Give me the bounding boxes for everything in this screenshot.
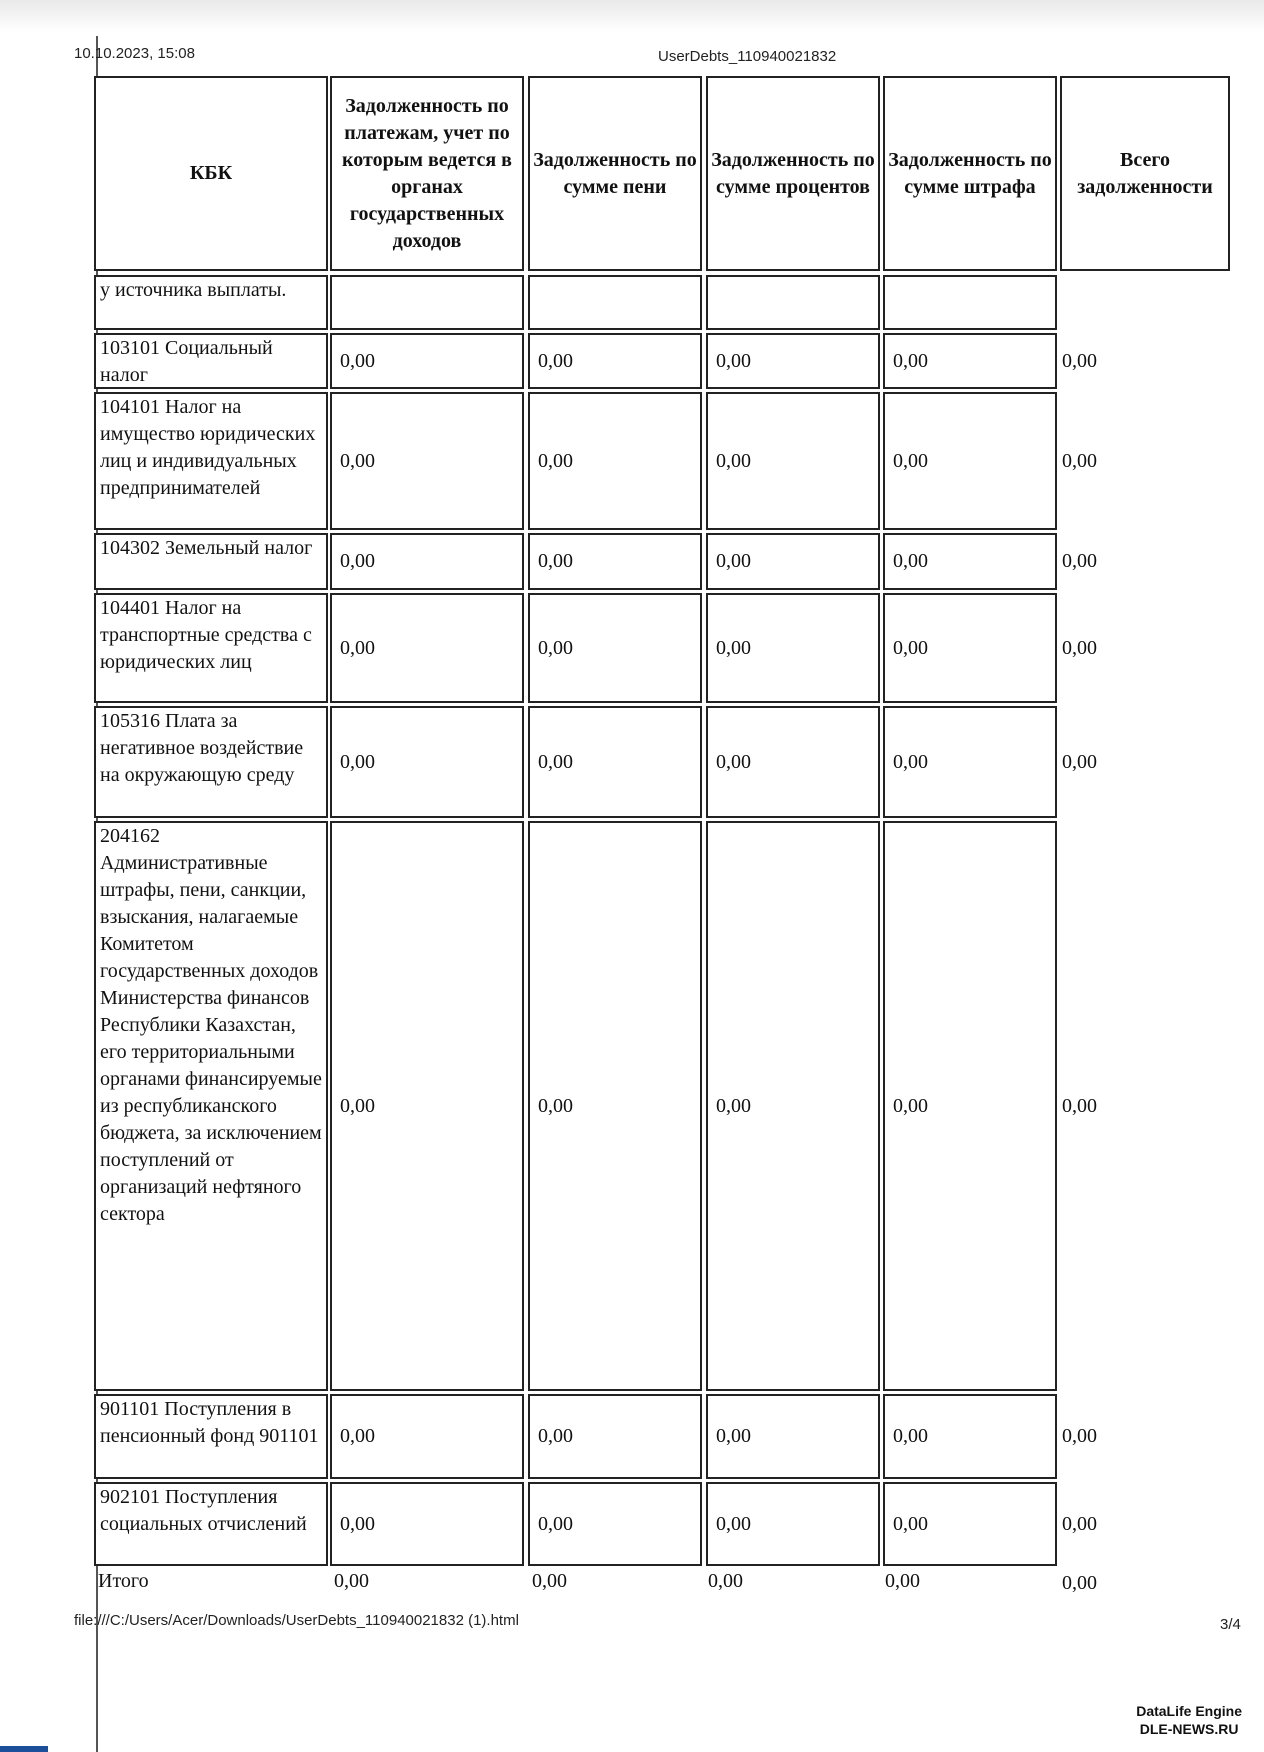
continuation-empty-cell — [706, 275, 880, 330]
header-debt-penalty: Задолженность по сумме пени — [528, 76, 702, 271]
value-cell: 0,00 — [706, 593, 880, 703]
total-column-value: 0,00 — [1062, 349, 1097, 372]
file-path: file:///C:/Users/Acer/Downloads/UserDebts_110940021832 (1).html — [74, 1612, 519, 1629]
value-cell: 0,00 — [528, 333, 702, 389]
total-column-value: 0,00 — [1062, 1425, 1097, 1447]
value-cell: 0,00 — [330, 821, 524, 1391]
value-cell: 0,00 — [883, 593, 1057, 703]
total-value: 0,00 — [334, 1570, 369, 1592]
kbk-cell: 105316 Плата за негативное воздействие на окружающую среду — [94, 706, 328, 818]
total-value: 0,00 — [885, 1570, 920, 1592]
value-cell: 0,00 — [330, 593, 524, 703]
value-cell: 0,00 — [883, 821, 1057, 1391]
corner-mark — [0, 1746, 48, 1752]
value-cell: 0,00 — [883, 392, 1057, 530]
print-datetime: 10.10.2023, 15:08 — [74, 45, 195, 62]
value-cell: 0,00 — [706, 821, 880, 1391]
kbk-cell: 104302 Земельный налог — [94, 533, 328, 590]
header-debt-payments: Задолженность по платежам, учет по которым ведется в органах государственных доходов — [330, 76, 524, 271]
kbk-cell: 901101 Поступления в пенсионный фонд 901101 — [94, 1394, 328, 1479]
scan-top-shade — [0, 0, 1264, 32]
watermark-line-2: DLE-NEWS.RU — [1139, 1721, 1239, 1737]
value-cell: 0,00 — [330, 333, 524, 389]
kbk-cell: 204162 Административные штрафы, пени, санкции, взыскания, налагаемые Комитетом государственных доходов Министерства финансов Республики Казахстан, его территориальными органами финансируемые из республиканского бюджета, за исключением поступлений от организаций нефтяного сектора — [94, 821, 328, 1391]
value-cell: 0,00 — [883, 533, 1057, 590]
continuation-cell: у источника выплаты. — [94, 275, 328, 330]
value-cell: 0,00 — [883, 1482, 1057, 1566]
value-cell: 0,00 — [528, 392, 702, 530]
page-number: 3/4 — [1220, 1616, 1241, 1633]
value-cell: 0,00 — [883, 1394, 1057, 1479]
value-cell: 0,00 — [883, 333, 1057, 389]
kbk-cell: 104101 Налог на имущество юридических лиц и индивидуальных предпринимателей — [94, 392, 328, 530]
total-column-value: 0,00 — [1062, 636, 1097, 659]
kbk-cell: 103101 Социальный налог — [94, 333, 328, 389]
value-cell: 0,00 — [330, 392, 524, 530]
total-column-value: 0,00 — [1062, 449, 1097, 472]
header-debt-total: Всего задолженности — [1060, 76, 1230, 271]
value-cell: 0,00 — [528, 706, 702, 818]
header-debt-fine: Задолженность по сумме штрафа — [883, 76, 1057, 271]
value-cell: 0,00 — [706, 1482, 880, 1566]
value-cell: 0,00 — [706, 1394, 880, 1479]
kbk-cell: 902101 Поступления социальных отчислений — [94, 1482, 328, 1566]
header-debt-interest: Задолженность по сумме процентов — [706, 76, 880, 271]
value-cell: 0,00 — [330, 533, 524, 590]
value-cell: 0,00 — [528, 1482, 702, 1566]
kbk-cell: 104401 Налог на транспортные средства с юридических лиц — [94, 593, 328, 703]
total-value: 0,00 — [1062, 1572, 1097, 1594]
value-cell: 0,00 — [528, 821, 702, 1391]
value-cell: 0,00 — [330, 1394, 524, 1479]
total-column-value: 0,00 — [1062, 750, 1097, 773]
value-cell: 0,00 — [706, 392, 880, 530]
value-cell: 0,00 — [528, 533, 702, 590]
continuation-empty-cell — [883, 275, 1057, 330]
continuation-empty-cell — [528, 275, 702, 330]
total-value: 0,00 — [532, 1570, 567, 1592]
value-cell: 0,00 — [330, 706, 524, 818]
document-title: UserDebts_110940021832 — [658, 48, 837, 65]
value-cell: 0,00 — [706, 333, 880, 389]
value-cell: 0,00 — [883, 706, 1057, 818]
total-column-value: 0,00 — [1062, 1512, 1097, 1535]
value-cell: 0,00 — [528, 593, 702, 703]
watermark — [1136, 1702, 1242, 1738]
continuation-empty-cell — [330, 275, 524, 330]
value-cell: 0,00 — [706, 706, 880, 818]
value-cell: 0,00 — [330, 1482, 524, 1566]
total-column-value: 0,00 — [1062, 1094, 1097, 1117]
watermark-line-1: DataLife Engine — [1136, 1703, 1242, 1719]
total-label: Итого — [98, 1570, 149, 1592]
total-value: 0,00 — [708, 1570, 743, 1592]
value-cell: 0,00 — [706, 533, 880, 590]
value-cell: 0,00 — [528, 1394, 702, 1479]
header-kbk: КБК — [94, 76, 328, 271]
total-column-value: 0,00 — [1062, 550, 1097, 572]
